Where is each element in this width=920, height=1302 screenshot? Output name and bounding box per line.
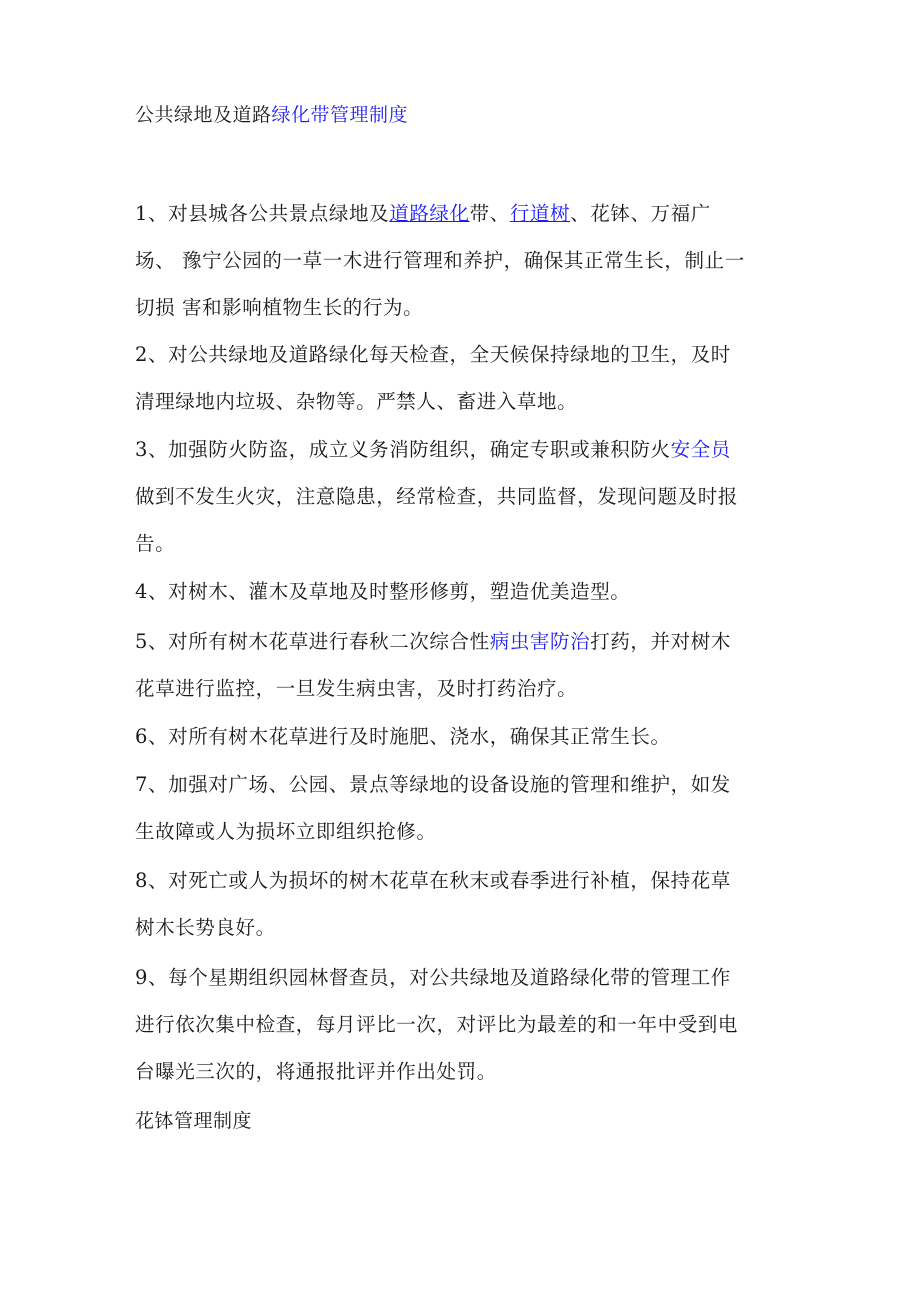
item-5-line-2: 花草进行监控，一旦发生病虫害，及时打药治疗。: [135, 677, 578, 700]
document-title: [135, 103, 408, 127]
item-text: 打药，并对树木: [590, 630, 731, 653]
item-6-line-1: 6、对所有树木花草进行及时施肥、浇水，确保其正常生长。: [135, 725, 671, 748]
item-text: 1、对县城各公共景点绿地及: [135, 202, 390, 225]
item-7-line-2: 生故障或人为损坏立即组织抢修。: [135, 820, 437, 843]
item-2: [135, 331, 815, 425]
item-3: [135, 426, 815, 567]
item-5: [135, 618, 815, 712]
item-9-line-1: 9、每个星期组织园林督查员，对公共绿地及道路绿化带的管理工作: [135, 966, 731, 989]
item-text: 、花钵、万福广: [570, 202, 711, 225]
item-6: [135, 713, 815, 760]
item-8-line-1: 8、对死亡或人为损坏的树木花草在秋末或春季进行补植，保持花草: [135, 869, 731, 892]
title-plain: 公共绿地及道路: [135, 104, 272, 126]
item-8: [135, 857, 815, 951]
item-1-line-3: 切损 害和影响植物生长的行为。: [135, 296, 424, 319]
item-text: 5、对所有树木花草进行春秋二次综合性: [135, 630, 490, 653]
item-9: [135, 954, 815, 1095]
item-9-line-3: 台曝光三次的，将通报批评并作出处罚。: [135, 1060, 497, 1083]
item-7-line-1: 7、加强对广场、公园、景点等绿地的设备设施的管理和维护，如发: [135, 773, 731, 796]
highlight-pest-control: 病虫害防治: [489, 630, 591, 653]
item-text: 3、加强防火防盗，成立义务消防组织，确定专职或兼积防火: [135, 438, 671, 461]
item-1-line-2: 场、 豫宁公园的一草一木进行管理和养护，确保其正常生长，制止一: [135, 249, 745, 272]
item-7: [135, 761, 815, 855]
item-3-line-3: 告。: [135, 532, 176, 555]
link-street-trees[interactable]: 行道树: [509, 202, 571, 225]
item-3-line-2: 做到不发生火灾，注意隐患，经常检查，共同监督，发现问题及时报: [135, 485, 739, 508]
item-4: [135, 568, 815, 615]
item-2-line-1: 2、对公共绿地及道路绿化每天检查，全天候保持绿地的卫生，及时: [135, 343, 731, 366]
item-1: [135, 190, 815, 331]
item-5-line-1: [135, 618, 815, 665]
item-1-line-1: [135, 190, 815, 237]
item-4-line-1: 4、对树木、灌木及草地及时整形修剪，塑造优美造型。: [135, 580, 631, 603]
section-title: 花钵管理制度: [135, 1110, 253, 1132]
item-9-line-2: 进行依次集中检查，每月评比一次，对评比为最差的和一年中受到电: [135, 1013, 739, 1036]
item-3-line-1: [135, 426, 815, 473]
item-2-line-2: 清理绿地内垃圾、杂物等。严禁人、畜进入草地。: [135, 390, 578, 413]
item-8-line-2: 树木长势良好。: [135, 916, 276, 939]
highlight-safety-officer: 安全员: [670, 438, 731, 461]
item-text: 带、: [469, 202, 510, 225]
title-highlight: 绿化带管理制度: [271, 104, 409, 126]
link-road-greening[interactable]: 道路绿化: [389, 202, 470, 225]
